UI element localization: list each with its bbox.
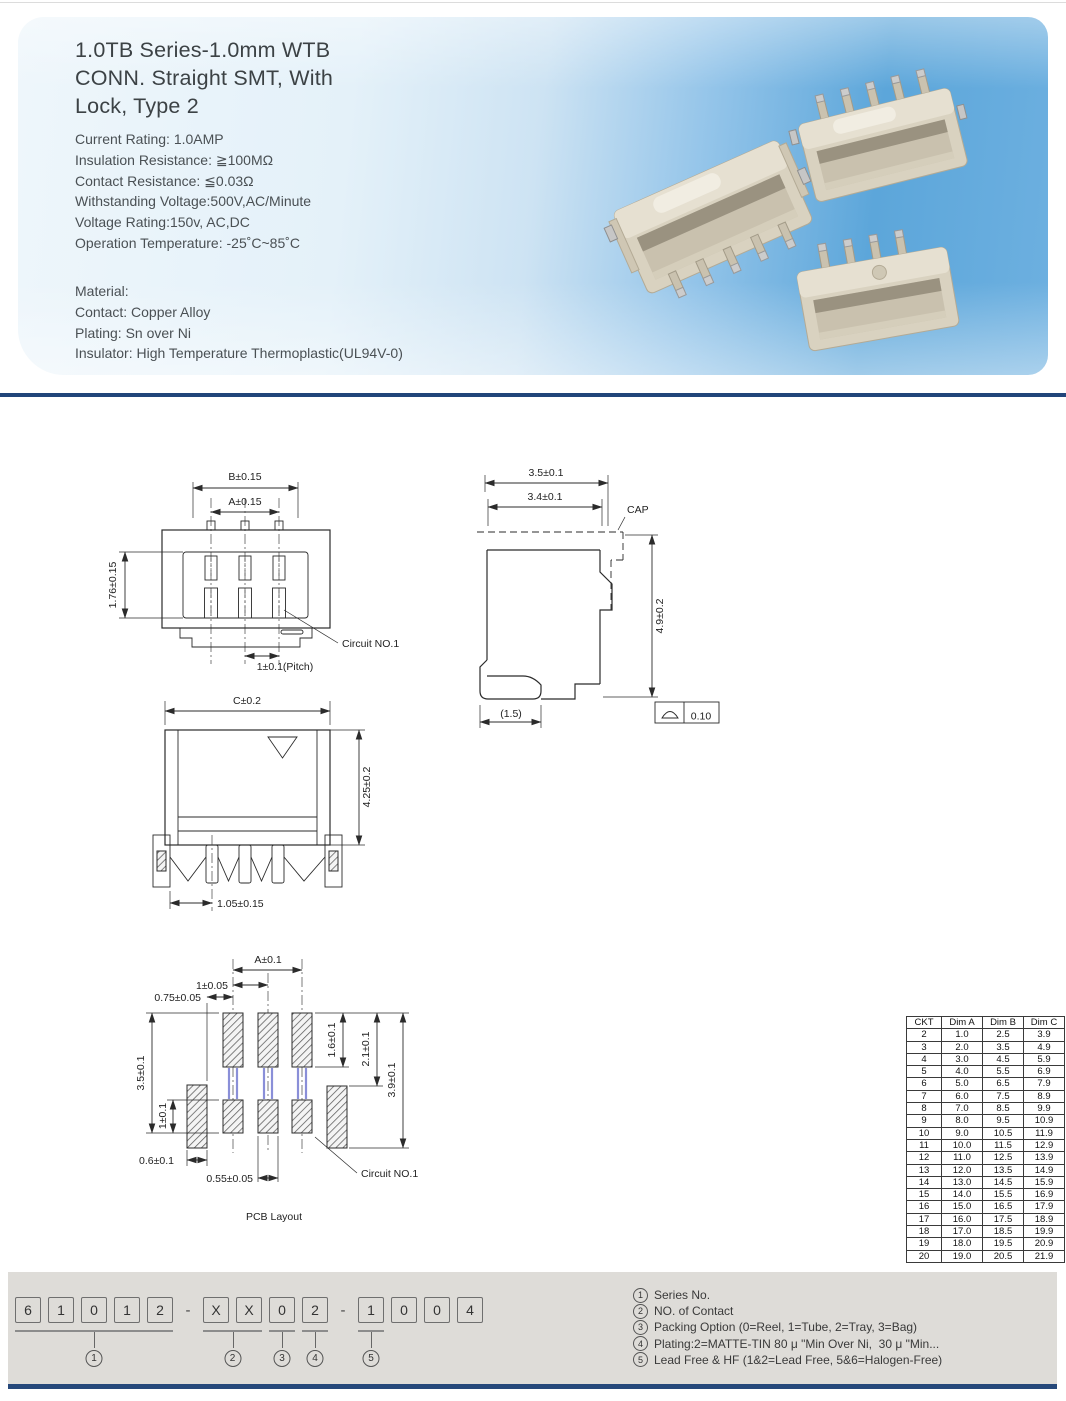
table-cell: 14.5 <box>983 1176 1024 1188</box>
callout-leader-line <box>371 1332 372 1348</box>
table-row <box>907 1053 1065 1065</box>
table-cell: 17.9 <box>1024 1201 1065 1213</box>
drawing-top-view <box>95 462 465 677</box>
dim-label-total-width: 3.5±0.1 <box>528 467 564 479</box>
dimension-table <box>906 1016 1065 1263</box>
table-row <box>907 1090 1065 1102</box>
dim-label-side-height: 4.9±0.2 <box>654 598 666 634</box>
coplanarity-symbol <box>662 712 678 719</box>
title-line: Lock, Type 2 <box>75 94 199 118</box>
table-header-cell: CKT <box>907 1017 942 1029</box>
legend-item <box>633 1319 942 1335</box>
table-cell: 16.9 <box>1024 1189 1065 1201</box>
material-line: Plating: Sn over Ni <box>75 324 191 341</box>
legend-circle-number: 1 <box>633 1288 648 1303</box>
table-cell: 11.0 <box>942 1152 983 1164</box>
dim-label-b: B±0.15 <box>228 471 262 483</box>
table-cell: 18.9 <box>1024 1213 1065 1225</box>
table-cell: 3.5 <box>983 1041 1024 1053</box>
dim-label-pcb-21: 2.1±0.1 <box>360 1031 372 1067</box>
table-cell: 9.0 <box>942 1127 983 1139</box>
connector-photo-top-right <box>782 62 978 205</box>
dim-label-c: C±0.2 <box>233 695 261 707</box>
legend-item <box>633 1336 942 1352</box>
table-cell: 19.9 <box>1024 1226 1065 1238</box>
table-cell: 18.0 <box>942 1238 983 1250</box>
callout-leader-line <box>233 1332 234 1348</box>
legend-circle-number: 3 <box>633 1320 648 1335</box>
table-cell: 14.9 <box>1024 1164 1065 1176</box>
table-row <box>907 1201 1065 1213</box>
table-cell: 20.5 <box>983 1250 1024 1262</box>
table-cell: 16.5 <box>983 1201 1024 1213</box>
table-row <box>907 1041 1065 1053</box>
dim-label-pcb-a: A±0.1 <box>254 954 282 966</box>
hero-panel <box>18 17 1048 375</box>
table-cell: 6.9 <box>1024 1066 1065 1078</box>
table-cell: 10.9 <box>1024 1115 1065 1127</box>
table-cell: 6.5 <box>983 1078 1024 1090</box>
part-code-box: 1 <box>114 1297 140 1323</box>
table-row <box>907 1176 1065 1188</box>
top-rule <box>0 2 1066 3</box>
table-header-row <box>907 1017 1065 1029</box>
dim-label-pcb-pitch: 1±0.05 <box>195 980 228 992</box>
table-cell: 15.9 <box>1024 1176 1065 1188</box>
table-cell: 17.5 <box>983 1213 1024 1225</box>
table-cell: 9 <box>907 1115 942 1127</box>
table-cell: 15 <box>907 1189 942 1201</box>
part-code-box: 0 <box>391 1297 417 1323</box>
table-row <box>907 1250 1065 1262</box>
table-cell: 14 <box>907 1176 942 1188</box>
table-cell: 4.9 <box>1024 1041 1065 1053</box>
dim-label-pcb-pad-w: 0.6±0.1 <box>139 1155 174 1167</box>
spec-list <box>75 129 311 254</box>
part-code-segment <box>269 1297 295 1364</box>
table-header-cell: Dim B <box>983 1017 1024 1029</box>
part-code-box: 0 <box>81 1297 107 1323</box>
part-code-dash: - <box>185 1302 191 1319</box>
legend-text: NO. of Contact <box>654 1304 734 1319</box>
part-code-segment <box>15 1297 173 1364</box>
table-row <box>907 1189 1065 1201</box>
part-code-segment <box>302 1297 328 1364</box>
table-cell: 20 <box>907 1250 942 1262</box>
table-cell: 13.5 <box>983 1164 1024 1176</box>
table-row <box>907 1213 1065 1225</box>
table-cell: 12.0 <box>942 1164 983 1176</box>
callout-circle: 4 <box>307 1350 324 1367</box>
table-cell: 6.0 <box>942 1090 983 1102</box>
table-cell: 8.9 <box>1024 1090 1065 1102</box>
dim-label-pcb-39: 3.9±0.1 <box>386 1062 398 1098</box>
table-row <box>907 1152 1065 1164</box>
part-code-box: 6 <box>15 1297 41 1323</box>
table-cell: 9.9 <box>1024 1103 1065 1115</box>
part-number-panel <box>8 1272 1057 1389</box>
part-code-box: 2 <box>302 1297 328 1323</box>
part-code-box: X <box>236 1297 262 1323</box>
table-row <box>907 1139 1065 1151</box>
table-cell: 21.9 <box>1024 1250 1065 1262</box>
legend-text: Series No. <box>654 1288 711 1303</box>
table-cell: 19.5 <box>983 1238 1024 1250</box>
table-cell: 11.5 <box>983 1139 1024 1151</box>
table-row <box>907 1226 1065 1238</box>
callout-circle: 3 <box>274 1350 291 1367</box>
part-code-box: 0 <box>269 1297 295 1323</box>
material-line: Insulator: High Temperature Thermoplastic(UL94V-0) <box>75 345 403 362</box>
table-cell: 15.5 <box>983 1189 1024 1201</box>
part-code-segment <box>358 1297 384 1364</box>
table-cell: 7.9 <box>1024 1078 1065 1090</box>
dim-label-height: 1.76±0.15 <box>107 561 119 609</box>
table-cell: 14.0 <box>942 1189 983 1201</box>
table-cell: 2.5 <box>983 1029 1024 1041</box>
table-cell: 11 <box>907 1139 942 1151</box>
table-row <box>907 1078 1065 1090</box>
spec-line: Voltage Rating:150v, AC,DC <box>75 214 250 231</box>
part-code-box: 1 <box>358 1297 384 1323</box>
table-cell: 2 <box>907 1029 942 1041</box>
table-cell: 5.9 <box>1024 1053 1065 1065</box>
table-cell: 9.5 <box>983 1115 1024 1127</box>
callout-circle: 5 <box>363 1350 380 1367</box>
table-row <box>907 1164 1065 1176</box>
part-code-box: 1 <box>48 1297 74 1323</box>
table-cell: 10 <box>907 1127 942 1139</box>
connector-photo-bottom-right <box>792 223 960 352</box>
table-cell: 7 <box>907 1090 942 1102</box>
dim-label-foot: (1.5) <box>500 708 522 720</box>
dim-label-pcb-pad-h: 1±0.1 <box>157 1102 169 1130</box>
legend-text: Plating:2=MATTE-TIN 80 μ "Min Over Ni, 30 μ "Min... <box>654 1336 940 1351</box>
part-number-code <box>15 1297 483 1364</box>
cap-label: CAP <box>627 504 649 516</box>
table-row <box>907 1115 1065 1127</box>
pcb-circuit-no1-label: Circuit NO.1 <box>361 1168 419 1180</box>
table-cell: 16 <box>907 1201 942 1213</box>
coplanarity-value: 0.10 <box>690 710 712 723</box>
circuit-no1-label: Circuit NO.1 <box>342 638 400 650</box>
material-line: Material: <box>75 283 129 299</box>
table-cell: 10.5 <box>983 1127 1024 1139</box>
table-cell: 3 <box>907 1041 942 1053</box>
legend-text: Lead Free & HF (1&2=Lead Free, 5&6=Halogen-Free) <box>654 1352 943 1367</box>
drawing-front-view <box>120 685 405 920</box>
table-cell: 8.5 <box>983 1103 1024 1115</box>
table-cell: 10.0 <box>942 1139 983 1151</box>
table-cell: 3.0 <box>942 1053 983 1065</box>
callout-circle: 1 <box>86 1350 103 1367</box>
legend-item <box>633 1287 942 1303</box>
legend-circle-number: 4 <box>633 1336 648 1351</box>
pcb-caption: PCB Layout <box>245 1211 303 1223</box>
drawing-side-view <box>455 462 765 732</box>
pcb-trace-lines <box>229 1068 306 1099</box>
spec-line: Withstanding Voltage:500V,AC/Minute <box>75 193 312 210</box>
table-cell: 13.9 <box>1024 1152 1065 1164</box>
table-cell: 17 <box>907 1213 942 1225</box>
spec-line: Insulation Resistance: ≧100MΩ <box>75 151 274 168</box>
table-row <box>907 1238 1065 1250</box>
table-cell: 18 <box>907 1226 942 1238</box>
table-cell: 6 <box>907 1078 942 1090</box>
dim-label-pcb-pin-w: 0.55±0.05 <box>206 1173 253 1185</box>
dim-label-pcb-16: 1.6±0.1 <box>326 1022 338 1058</box>
dim-label-a: A±0.15 <box>228 496 262 508</box>
section-divider <box>0 393 1066 397</box>
table-cell: 12 <box>907 1152 942 1164</box>
part-code-dash: - <box>340 1302 346 1319</box>
dim-label-body-width: 3.4±0.1 <box>527 491 563 503</box>
title-line: CONN. Straight SMT, With <box>75 66 334 90</box>
drawing-pcb-layout <box>135 945 425 1230</box>
table-cell: 4.0 <box>942 1066 983 1078</box>
table-row <box>907 1029 1065 1041</box>
table-cell: 3.9 <box>1024 1029 1065 1041</box>
table-cell: 4 <box>907 1053 942 1065</box>
dim-label-pitch: 1±0.1(Pitch) <box>256 661 314 673</box>
table-header-cell: Dim C <box>1024 1017 1065 1029</box>
table-cell: 19.0 <box>942 1250 983 1262</box>
table-cell: 19 <box>907 1238 942 1250</box>
dim-label-pcb-span: 3.5±0.1 <box>135 1055 147 1091</box>
table-cell: 17.0 <box>942 1226 983 1238</box>
spec-line: Current Rating: 1.0AMP <box>75 131 224 147</box>
legend-text: Packing Option (0=Reel, 1=Tube, 2=Tray, 3=Bag) <box>654 1320 918 1335</box>
table-cell: 5 <box>907 1066 942 1078</box>
part-code-box: 4 <box>457 1297 483 1323</box>
spec-line: Operation Temperature: -25˚C~85˚C <box>75 234 301 251</box>
legend-item <box>633 1352 942 1368</box>
table-cell: 5.5 <box>983 1066 1024 1078</box>
page-title <box>75 36 333 120</box>
title-line: 1.0TB Series-1.0mm WTB <box>75 38 331 62</box>
table-cell: 18.5 <box>983 1226 1024 1238</box>
dim-label-pcb-offset: 0.75±0.05 <box>154 992 201 1004</box>
table-cell: 8 <box>907 1103 942 1115</box>
callout-leader-line <box>282 1332 283 1348</box>
table-cell: 1.0 <box>942 1029 983 1041</box>
part-code-box: 2 <box>147 1297 173 1323</box>
table-cell: 7.0 <box>942 1103 983 1115</box>
table-cell: 12.5 <box>983 1152 1024 1164</box>
material-line: Contact: Copper Alloy <box>75 303 211 320</box>
table-row <box>907 1103 1065 1115</box>
callout-leader-line <box>94 1332 95 1348</box>
part-code-box: X <box>203 1297 229 1323</box>
table-cell: 12.9 <box>1024 1139 1065 1151</box>
table-header-cell: Dim A <box>942 1017 983 1029</box>
part-code-segment <box>391 1297 483 1323</box>
table-cell: 13 <box>907 1164 942 1176</box>
table-cell: 2.0 <box>942 1041 983 1053</box>
dim-label-front-height: 4.25±0.2 <box>361 766 373 808</box>
polarity-mark <box>268 737 297 758</box>
callout-circle: 2 <box>224 1350 241 1367</box>
spec-line: Contact Resistance: ≦0.03Ω <box>75 172 254 189</box>
table-cell: 5.0 <box>942 1078 983 1090</box>
part-code-segment <box>203 1297 262 1364</box>
legend-item <box>633 1303 942 1319</box>
table-cell: 20.9 <box>1024 1238 1065 1250</box>
table-cell: 8.0 <box>942 1115 983 1127</box>
connector-photo-left <box>600 134 833 315</box>
product-photo <box>528 17 1048 375</box>
material-list <box>75 281 403 364</box>
table-cell: 7.5 <box>983 1090 1024 1102</box>
part-number-legend <box>633 1287 942 1368</box>
callout-leader-line <box>315 1332 316 1348</box>
legend-circle-number: 5 <box>633 1352 648 1367</box>
part-code-box: 0 <box>424 1297 450 1323</box>
dim-label-pin-offset: 1.05±0.15 <box>217 898 264 910</box>
table-row <box>907 1127 1065 1139</box>
table-cell: 11.9 <box>1024 1127 1065 1139</box>
table-cell: 4.5 <box>983 1053 1024 1065</box>
table-row <box>907 1066 1065 1078</box>
table-cell: 13.0 <box>942 1176 983 1188</box>
legend-circle-number: 2 <box>633 1304 648 1319</box>
table-cell: 16.0 <box>942 1213 983 1225</box>
table-cell: 15.0 <box>942 1201 983 1213</box>
